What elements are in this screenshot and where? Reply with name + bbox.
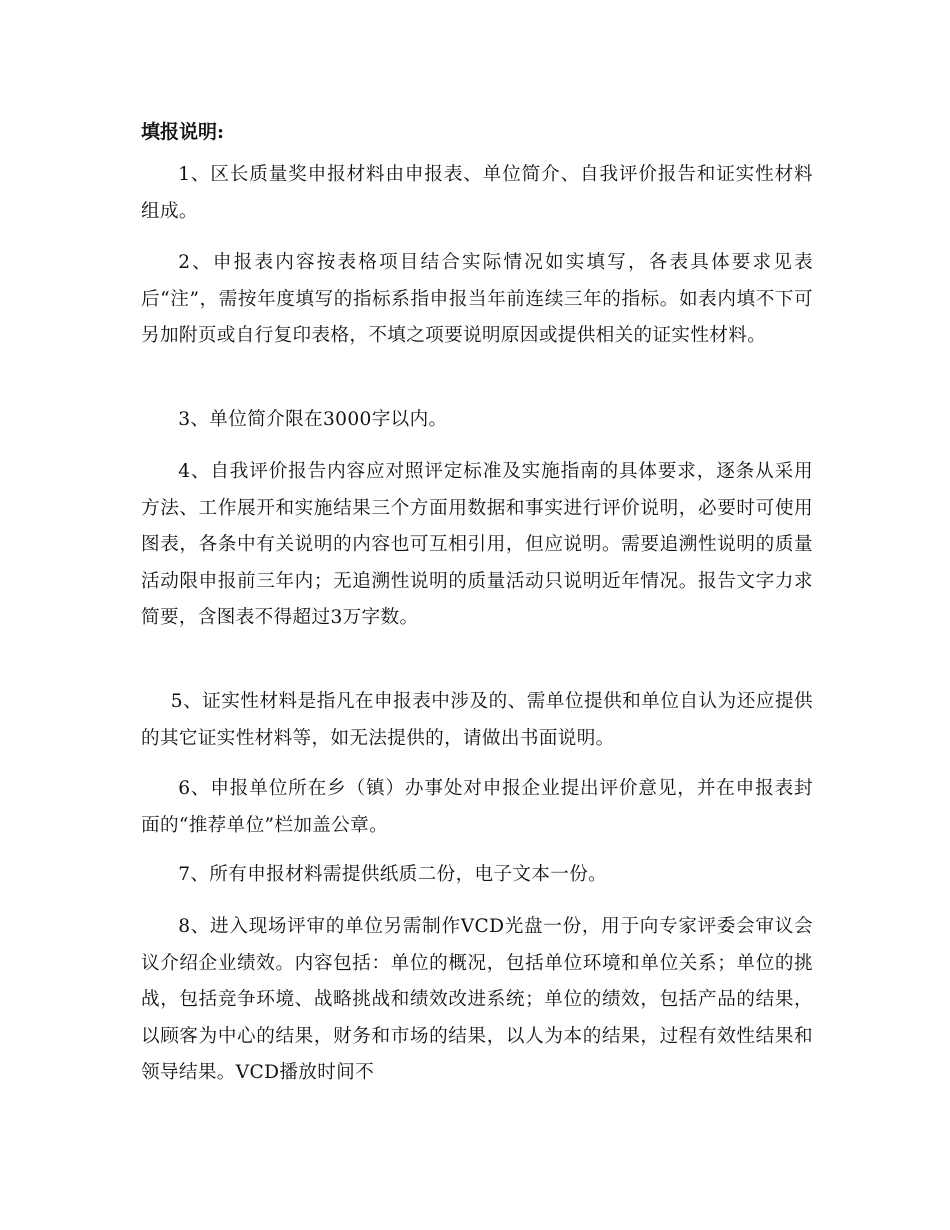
paragraph-3: 3、单位简介限在3000字以内。: [178, 409, 448, 430]
paragraph-6: 6、申报单位所在乡（镇）办事处对申报企业提出评价意见，并在申报表封面的“推荐单位”栏加盖公章。: [141, 778, 813, 836]
paragraph-1: 1、区长质量奖申报材料由申报表、单位简介、自我评价报告和证实性材料组成。: [141, 164, 813, 222]
paragraph-7: 7、所有申报材料需提供纸质二份，电子文本一份。: [178, 864, 608, 885]
paragraph-8: 8、进入现场评审的单位另需制作VCD光盘一份，用于向专家评委会审议会议介绍企业绩效。内容包括：单位的概况，包括单位环境和单位关系；单位的挑战，包括竞争环境、战略挑战和绩效改进系统；单位的绩效，包括产品的结果，以顾客为中心的结果，财务和市场的结果，以人为本的结果，过程有效性结果和领导结果。VCD播放时间不: [141, 916, 813, 1083]
instructions-heading: 填报说明:: [141, 121, 225, 143]
paragraph-2: 2、申报表内容按表格项目结合实际情况如实填写，各表具体要求见表后“注”，需按年度填写的指标系指申报当年前连续三年的指标。如表内填不下可另加附页或自行复印表格，不填之项要说明原因或提供相关的证实性材料。: [141, 252, 813, 346]
paragraph-4: 4、自我评价报告内容应对照评定标准及实施指南的具体要求，逐条从采用方法、工作展开和实施结果三个方面用数据和事实进行评价说明，必要时可使用图表，各条中有关说明的内容也可互相引用，但应说明。需要追溯性说明的质量活动限申报前三年内；无追溯性说明的质量活动只说明近年情况。报告文字力求简要，含图表不得超过3万字数。: [141, 461, 813, 628]
paragraph-5: 5、证实性材料是指凡在申报表中涉及的、需单位提供和单位自认为还应提供的其它证实性材料等，如无法提供的，请做出书面说明。: [141, 691, 813, 749]
